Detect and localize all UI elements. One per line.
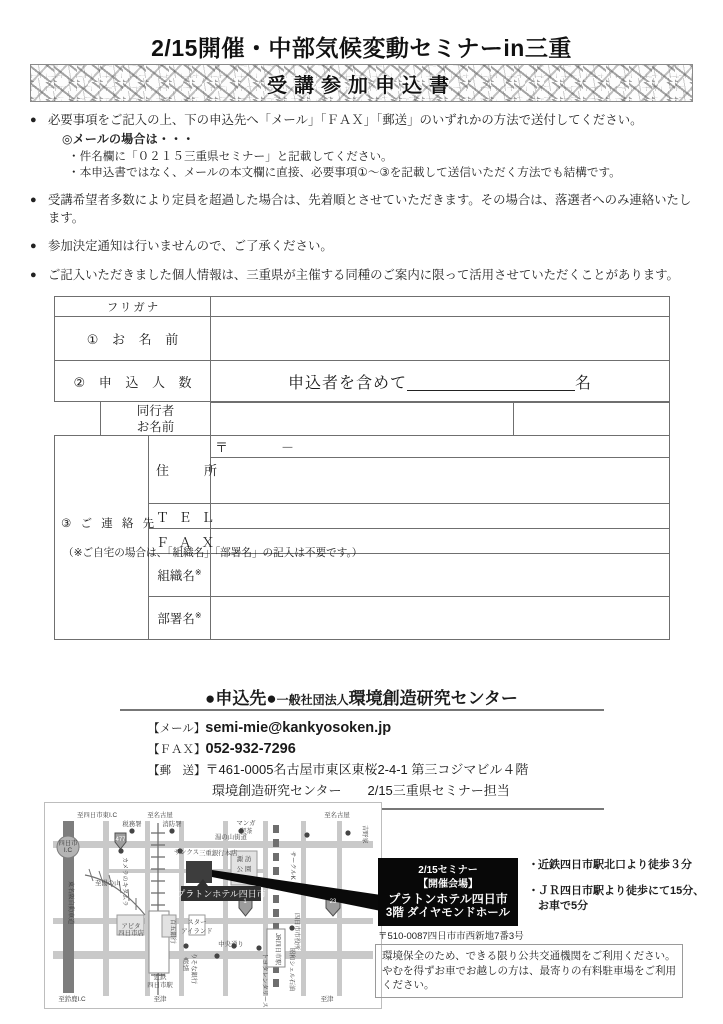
- svg-text:協: 協: [182, 965, 190, 972]
- organization-label-mark: ※: [194, 567, 202, 577]
- department-input-cell[interactable]: [211, 597, 670, 640]
- companion-label-line1: 同行者: [136, 403, 175, 418]
- department-label-mark: ※: [194, 610, 202, 620]
- apply-to-post-line2: 環境創造研究センター 2/15三重県セミナー担当: [212, 783, 510, 798]
- svg-text:税務署: 税務署: [122, 821, 142, 828]
- companion-input-cell[interactable]: [514, 403, 670, 436]
- instruction-subitem: ・件名欄に「０２１５三重県セミナー」と記載してください。: [68, 150, 393, 163]
- mail-address[interactable]: semi-mie@kankyosoken.jp: [205, 720, 392, 736]
- organization-label-text: 組織名: [157, 569, 195, 583]
- venue-map: [44, 802, 382, 1009]
- instruction-text: 必要事項をご記入の上、下の申込先へ「メール」「ＦＡＸ」「郵送」のいずれかの方法で送付してください。: [48, 113, 643, 127]
- table-row-name: [55, 317, 670, 361]
- access-bullet-icon: ・: [528, 859, 539, 871]
- svg-text:I.C: I.C: [63, 847, 73, 854]
- post-tag: 【郵 送】: [148, 765, 206, 777]
- fax-number: 052-932-7296: [205, 741, 296, 757]
- applicant-count-cell[interactable]: [211, 361, 670, 402]
- instructions-list: [30, 112, 698, 293]
- instruction-subitem: ・本申込書ではなく、メールの本文欄に直接、必要事項①～③を記載して送信いただく方法でも結構です。: [68, 166, 621, 179]
- svg-text:至湯の山: 至湯の山: [95, 880, 121, 887]
- instruction-item: [30, 192, 698, 227]
- furigana-input-cell[interactable]: [211, 297, 670, 317]
- instruction-text: 受講希望者多数により定員を超過した場合は、先着順とさせていただきます。その場合は、落選者へのみ連絡いたします。: [48, 193, 692, 225]
- venue-callout: [378, 858, 518, 926]
- companion-name-label: [101, 402, 211, 436]
- form-title-banner: [30, 64, 693, 102]
- applicant-count-suffix: 名: [575, 374, 593, 392]
- venue-hotel-name: プラトンホテル四日市: [388, 892, 508, 906]
- name-input-cell[interactable]: [211, 317, 670, 361]
- post-address: 〒461-0005名古屋市東区東桜2-4-1 第三コジマビル４階: [205, 762, 529, 777]
- svg-text:百五銀行: 百五銀行: [169, 919, 176, 944]
- apply-to-details: [120, 709, 604, 810]
- svg-text:アピタ: アピタ: [121, 923, 141, 930]
- instruction-item: [30, 112, 698, 181]
- table-row-furigana: [55, 297, 670, 317]
- svg-text:喫茶: 喫茶: [239, 828, 253, 835]
- access-item: [528, 884, 708, 914]
- svg-text:至四日市東I.C: 至四日市東I.C: [77, 812, 118, 819]
- application-form-table-wrap: [54, 296, 669, 640]
- svg-text:三重銀行本店: 三重銀行本店: [199, 850, 238, 857]
- department-label-text: 部署名: [157, 612, 195, 626]
- venue-address: 〒510-0087四日市市西新地7番3号: [378, 931, 524, 942]
- svg-text:マンガ: マンガ: [236, 820, 256, 827]
- svg-text:昭和シェル石油: 昭和シェル石油: [288, 948, 295, 992]
- apply-to-heading: [0, 684, 723, 709]
- access-text: ＪＲ四日市駅より徒歩にて15分、お車で5分: [538, 885, 705, 912]
- fax-tag: 【ＦＡＸ】: [148, 744, 206, 756]
- map-graphic: [45, 803, 381, 1008]
- svg-text:アイランド: アイランド: [181, 928, 213, 935]
- svg-text:東名阪自動車道: 東名阪自動車道: [67, 881, 74, 925]
- venue-seminar-name: 2/15セミナー: [418, 865, 478, 876]
- svg-text:スター: スター: [187, 919, 207, 926]
- svg-text:プラトンホテル四日市: プラトンホテル四日市: [176, 889, 266, 899]
- applicant-count-input[interactable]: [407, 390, 575, 391]
- access-info: [528, 858, 708, 925]
- svg-text:カメラのキタムラ: カメラのキタムラ: [121, 857, 128, 907]
- bullet-icon: ●: [30, 268, 37, 281]
- instruction-item: [30, 267, 698, 285]
- svg-text:477: 477: [115, 837, 126, 843]
- name-label: ① お 名 前: [55, 317, 211, 361]
- organization-input-cell[interactable]: [211, 554, 670, 597]
- fax-label: Ｆ Ａ Ｘ: [149, 529, 211, 554]
- application-form-table: [54, 296, 670, 640]
- address-input-cell[interactable]: [211, 458, 670, 504]
- organization-label: [149, 554, 211, 597]
- access-text: 近鉄四日市駅北口より徒歩３分: [538, 859, 692, 871]
- department-label: [149, 597, 211, 640]
- contact-note: （※ご自宅の場合は、「組織名」「部署名」の記入は不要です。）: [63, 546, 363, 559]
- bullet-icon: ●: [30, 240, 37, 252]
- svg-text:四日市: 四日市: [58, 840, 78, 847]
- mail-tag: 【メール】: [148, 723, 206, 735]
- svg-text:至名古屋: 至名古屋: [147, 812, 173, 819]
- svg-text:吉野家: 吉野家: [361, 825, 368, 844]
- svg-text:23: 23: [329, 899, 337, 905]
- access-item: [528, 858, 708, 873]
- svg-text:消防署: 消防署: [162, 821, 182, 828]
- postal-mark-icon: 〒: [215, 440, 230, 455]
- companion-input-cell[interactable]: [211, 403, 514, 436]
- tel-input-cell[interactable]: [211, 504, 670, 529]
- apply-to-mail-line: [120, 718, 604, 739]
- access-bullet-icon: ・: [528, 885, 539, 897]
- apply-to-heading-small: 一般社団法人: [276, 693, 349, 707]
- svg-text:諏 訪: 諏 訪: [236, 856, 252, 863]
- table-row-postal: [55, 436, 670, 458]
- applicant-count-prefix: 申込者を含めて: [288, 374, 408, 392]
- svg-text:湯の山街道: 湯の山街道: [215, 834, 247, 841]
- bullet-icon: ●: [30, 114, 37, 126]
- svg-text:トヨタレンタリース: トヨタレンタリース: [261, 953, 268, 1008]
- table-row-applicant-count: [55, 361, 670, 402]
- svg-text:りそな銀行: りそな銀行: [190, 953, 197, 984]
- spacer-cell: [55, 402, 101, 436]
- svg-text:JR四日市駅: JR四日市駅: [274, 933, 281, 966]
- svg-text:至鈴鹿I.C: 至鈴鹿I.C: [58, 996, 86, 1003]
- instruction-text: ご記入いただきました個人情報は、三重県が主催する同種のご案内に限って活用させていただくことがあります。: [48, 267, 679, 282]
- svg-text:四日市市役所: 四日市市役所: [293, 913, 300, 951]
- instruction-item: [30, 238, 698, 256]
- svg-text:四日市店: 四日市店: [118, 930, 144, 937]
- furigana-label: フリガナ: [55, 297, 211, 317]
- bullet-icon: ●: [30, 194, 37, 206]
- svg-text:1: 1: [243, 899, 247, 905]
- instruction-subheading: ◎メールの場合は・・・: [62, 131, 195, 146]
- svg-text:農: 農: [182, 958, 190, 965]
- svg-text:近鉄: 近鉄: [153, 974, 167, 981]
- apply-to-heading-main: ●申込先●: [205, 689, 277, 708]
- page-title: 2/15開催・中部気候変動セミナーin三重: [151, 35, 572, 61]
- svg-text:公 園: 公 園: [236, 866, 252, 873]
- svg-text:至津: 至津: [320, 996, 334, 1003]
- apply-to-heading-org: 環境創造研究センター: [348, 689, 518, 708]
- form-title-text: 受講参加申込書: [267, 74, 456, 97]
- svg-text:至名古屋: 至名古屋: [324, 812, 350, 819]
- instruction-text: 参加決定通知は行いませんので、ご了承ください。: [48, 239, 333, 253]
- applicant-count-label: ② 申 込 人 数: [55, 361, 211, 402]
- eco-notice: 環境保全のため、できる限り公共交通機関をご利用ください。やむを得ずお車でお越しの方は、最寄りの有料駐車場をご利用ください。: [375, 944, 683, 998]
- svg-text:至津: 至津: [153, 996, 167, 1003]
- svg-text:中央通り: 中央通り: [218, 941, 244, 948]
- postal-code-cell[interactable]: [211, 436, 670, 458]
- svg-text:サークルK: サークルK: [289, 851, 296, 880]
- postal-dash: －: [281, 440, 296, 455]
- apply-to-fax-line: [120, 739, 604, 760]
- venue-heading: 【開催会場】: [418, 879, 478, 890]
- apply-to-post-line: [120, 760, 604, 781]
- contact-label: ③ ご 連 絡 先: [61, 517, 158, 530]
- address-label: 住 所: [149, 436, 211, 504]
- svg-text:四日市駅: 四日市駅: [147, 982, 173, 989]
- companion-label-line2: お名前: [136, 419, 175, 434]
- tel-label: Ｔ Ｅ Ｌ: [149, 504, 211, 529]
- svg-text:サンクス: サンクス: [174, 849, 200, 856]
- venue-hall-name: 3階 ダイヤモンドホール: [385, 907, 511, 919]
